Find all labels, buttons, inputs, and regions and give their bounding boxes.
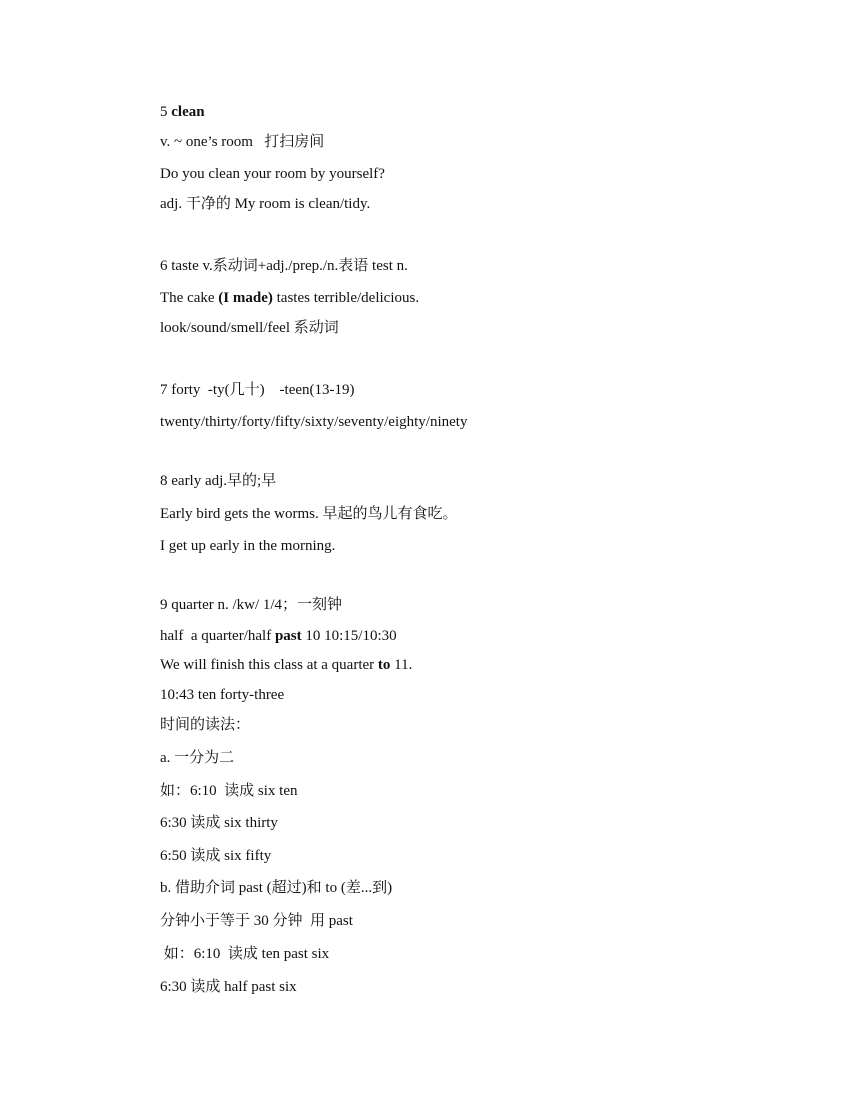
section9-line-2-part-c: 11.	[390, 657, 413, 673]
section9-line-2-bold: to	[377, 657, 391, 673]
section9-line-5: a. 一分为二	[160, 750, 235, 766]
section9-line-10: 分钟小于等于 30 分钟 用 past	[160, 913, 353, 929]
section9-line-1	[160, 627, 397, 645]
section9-line-8: 6:50 读成 six fifty	[160, 848, 272, 864]
section5-heading	[160, 103, 205, 121]
section8-heading: 8 early adj.早的;早	[160, 473, 277, 489]
section9-line-11: 如：6:10 读成 ten past six	[160, 946, 330, 962]
section9-line-7: 6:30 读成 six thirty	[160, 815, 278, 831]
section9-heading: 9 quarter n. /kw/ 1/4；一刻钟	[160, 597, 343, 613]
section6-heading: 6 taste v.系动词+adj./prep./n.表语 test n.	[160, 258, 408, 274]
section9-line-1-part-c: 10 10:15/10:30	[301, 628, 397, 644]
section7-line-1: twenty/thirty/forty/fifty/sixty/seventy/eighty/ninety	[160, 414, 468, 430]
section8-line-1: Early bird gets the worms. 早起的鸟儿有食吃。	[160, 506, 458, 522]
section5-line-1: v. ~ one’s room 打扫房间	[160, 134, 325, 150]
section9-line-2	[160, 656, 412, 674]
section5-line-2: Do you clean your room by yourself?	[160, 166, 385, 182]
section9-line-4: 时间的读法：	[160, 717, 251, 733]
section9-line-12: 6:30 读成 half past six	[160, 979, 297, 995]
section6-line-1-part-a: The cake	[160, 290, 219, 306]
section8-line-2: I get up early in the morning.	[160, 538, 336, 554]
section6-line-1-part-c: tastes terrible/delicious.	[272, 290, 420, 306]
section7-heading: 7 forty -ty(几十) -teen(13-19)	[160, 382, 355, 398]
section9-line-1-bold: past	[274, 628, 302, 644]
section9-line-2-part-a: We will finish this class at a quarter	[160, 657, 378, 673]
section5-number: 5	[160, 104, 172, 120]
section6-line-2: look/sound/smell/feel 系动词	[160, 320, 339, 336]
section9-line-9: b. 借助介词 past (超过)和 to (差...到)	[160, 880, 393, 896]
section5-word: clean	[171, 104, 205, 120]
section6-line-1	[160, 289, 419, 307]
section5-line-3: adj. 干净的 My room is clean/tidy.	[160, 196, 371, 212]
section9-line-6: 如：6:10 读成 six ten	[160, 783, 298, 799]
section6-line-1-bold: (I made)	[218, 290, 273, 306]
section9-line-1-part-a: half a quarter/half	[160, 628, 275, 644]
section9-line-3: 10:43 ten forty-three	[160, 687, 285, 703]
